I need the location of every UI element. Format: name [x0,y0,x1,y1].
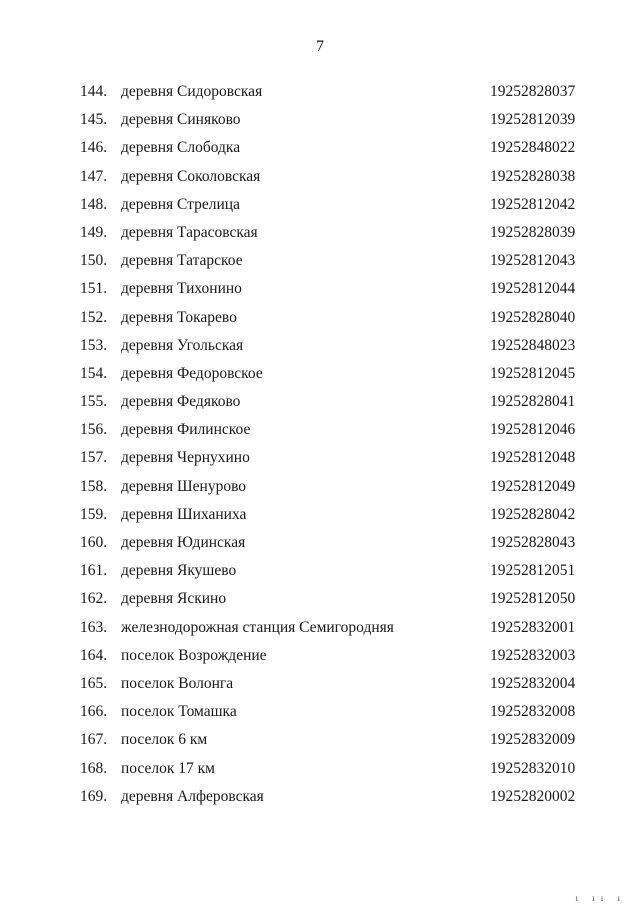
oktmo-code: 19252812045 [490,364,576,382]
item-number: 164. [80,646,108,664]
oktmo-code: 19252828041 [490,393,576,411]
oktmo-code: 19252832010 [490,759,576,777]
oktmo-code: 19252828040 [490,308,576,326]
item-number: 155. [80,393,108,411]
oktmo-code: 19252832003 [490,646,576,664]
item-number: 144. [80,83,108,100]
settlement-name: деревня Чернухино [121,449,250,467]
list-item [0,505,640,533]
list-item [0,138,640,166]
list-item [0,561,640,589]
settlement-name: деревня Угольская [121,336,244,354]
settlement-name: деревня Синяково [121,111,241,129]
oktmo-code: 19252812049 [490,477,576,495]
list-item [0,674,640,702]
oktmo-code: 19252812044 [490,280,576,298]
settlement-name: деревня Токарево [121,308,237,326]
list-item [0,82,640,110]
item-number: 148. [80,195,108,213]
list-item [0,730,640,758]
list-item [0,646,640,674]
oktmo-code: 19252848023 [490,336,576,354]
settlement-name: деревня Соколовская [121,167,261,185]
settlement-name: деревня Слободка [121,139,241,157]
item-number: 147. [80,167,108,185]
settlement-name: деревня Шенурово [121,477,247,495]
list-item [0,110,640,138]
oktmo-code: 19252832009 [490,731,576,749]
list-item [0,336,640,364]
item-number: 153. [80,336,108,354]
settlement-name: деревня Федяково [121,393,241,411]
settlement-name: поселок Томашка [121,703,237,721]
list-item [0,420,640,448]
settlement-name: железнодорожная станция Семигородняя [121,618,394,636]
oktmo-code: 19252848022 [490,139,576,157]
settlement-name: поселок 6 км [121,731,208,749]
oktmo-code: 19252828037 [490,83,576,100]
item-number: 151. [80,280,108,298]
item-number: 168. [80,759,108,777]
oktmo-code: 19252828039 [490,223,576,241]
oktmo-code: 19252828043 [490,534,576,551]
oktmo-code: 19252812051 [490,562,576,580]
settlement-name: деревня Шиханиха [121,505,247,523]
item-number: 157. [80,449,108,467]
item-number: 156. [80,421,108,439]
settlement-name: деревня Федоровское [121,364,263,382]
settlement-name: деревня Сидоровская [121,83,263,100]
list-item [0,251,640,279]
item-number: 167. [80,731,108,749]
item-number: 146. [80,139,108,157]
settlement-name: поселок 17 км [121,759,215,777]
item-number: 152. [80,308,108,326]
settlement-name: деревня Филинское [121,421,251,439]
list-item [0,589,640,617]
settlement-name: деревня Тихонино [121,280,242,298]
oktmo-code: 19252812039 [490,111,576,129]
item-number: 162. [80,590,108,608]
item-number: 165. [80,674,108,692]
settlement-name: деревня Тарасовская [121,223,258,241]
list-item [0,308,640,336]
item-number: 159. [80,505,108,523]
item-number: 161. [80,562,108,580]
oktmo-code: 19252812042 [490,195,576,213]
list-item [0,533,640,561]
list-item [0,448,640,476]
oktmo-code: 19252812048 [490,449,576,467]
list-item [0,364,640,392]
item-number: 154. [80,364,108,382]
settlement-name: поселок Возрождение [121,646,267,664]
settlement-name: деревня Татарское [121,252,243,270]
settlement-name: деревня Стрелица [121,195,240,213]
settlement-name: деревня Якушево [121,562,237,580]
item-number: 145. [80,111,108,129]
settlement-list [0,82,640,815]
list-item [0,702,640,730]
item-number: 150. [80,252,108,270]
list-item [0,759,640,787]
settlement-name: деревня Алферовская [121,787,264,805]
list-item [0,477,640,505]
list-item [0,787,640,815]
item-number: 169. [80,787,108,805]
item-number: 163. [80,618,108,636]
oktmo-code: 19252820002 [490,787,576,805]
item-number: 166. [80,703,108,721]
footer-marks: ı ıı ı [575,893,626,903]
oktmo-code: 19252828042 [490,505,576,523]
item-number: 160. [80,534,108,551]
list-item [0,195,640,223]
list-item [0,223,640,251]
settlement-name: поселок Волонга [121,674,234,692]
oktmo-code: 19252832001 [490,618,576,636]
oktmo-code: 19252828038 [490,167,576,185]
oktmo-code: 19252832004 [490,674,576,692]
oktmo-code: 19252812050 [490,590,576,608]
settlement-name: деревня Яскино [121,590,227,608]
page-number: 7 [316,38,324,55]
list-item [0,618,640,646]
list-item [0,167,640,195]
list-item [0,279,640,307]
oktmo-code: 19252812043 [490,252,576,270]
item-number: 158. [80,477,108,495]
list-item [0,392,640,420]
settlement-name: деревня Юдинская [121,534,246,551]
oktmo-code: 19252832008 [490,703,576,721]
oktmo-code: 19252812046 [490,421,576,439]
item-number: 149. [80,223,108,241]
